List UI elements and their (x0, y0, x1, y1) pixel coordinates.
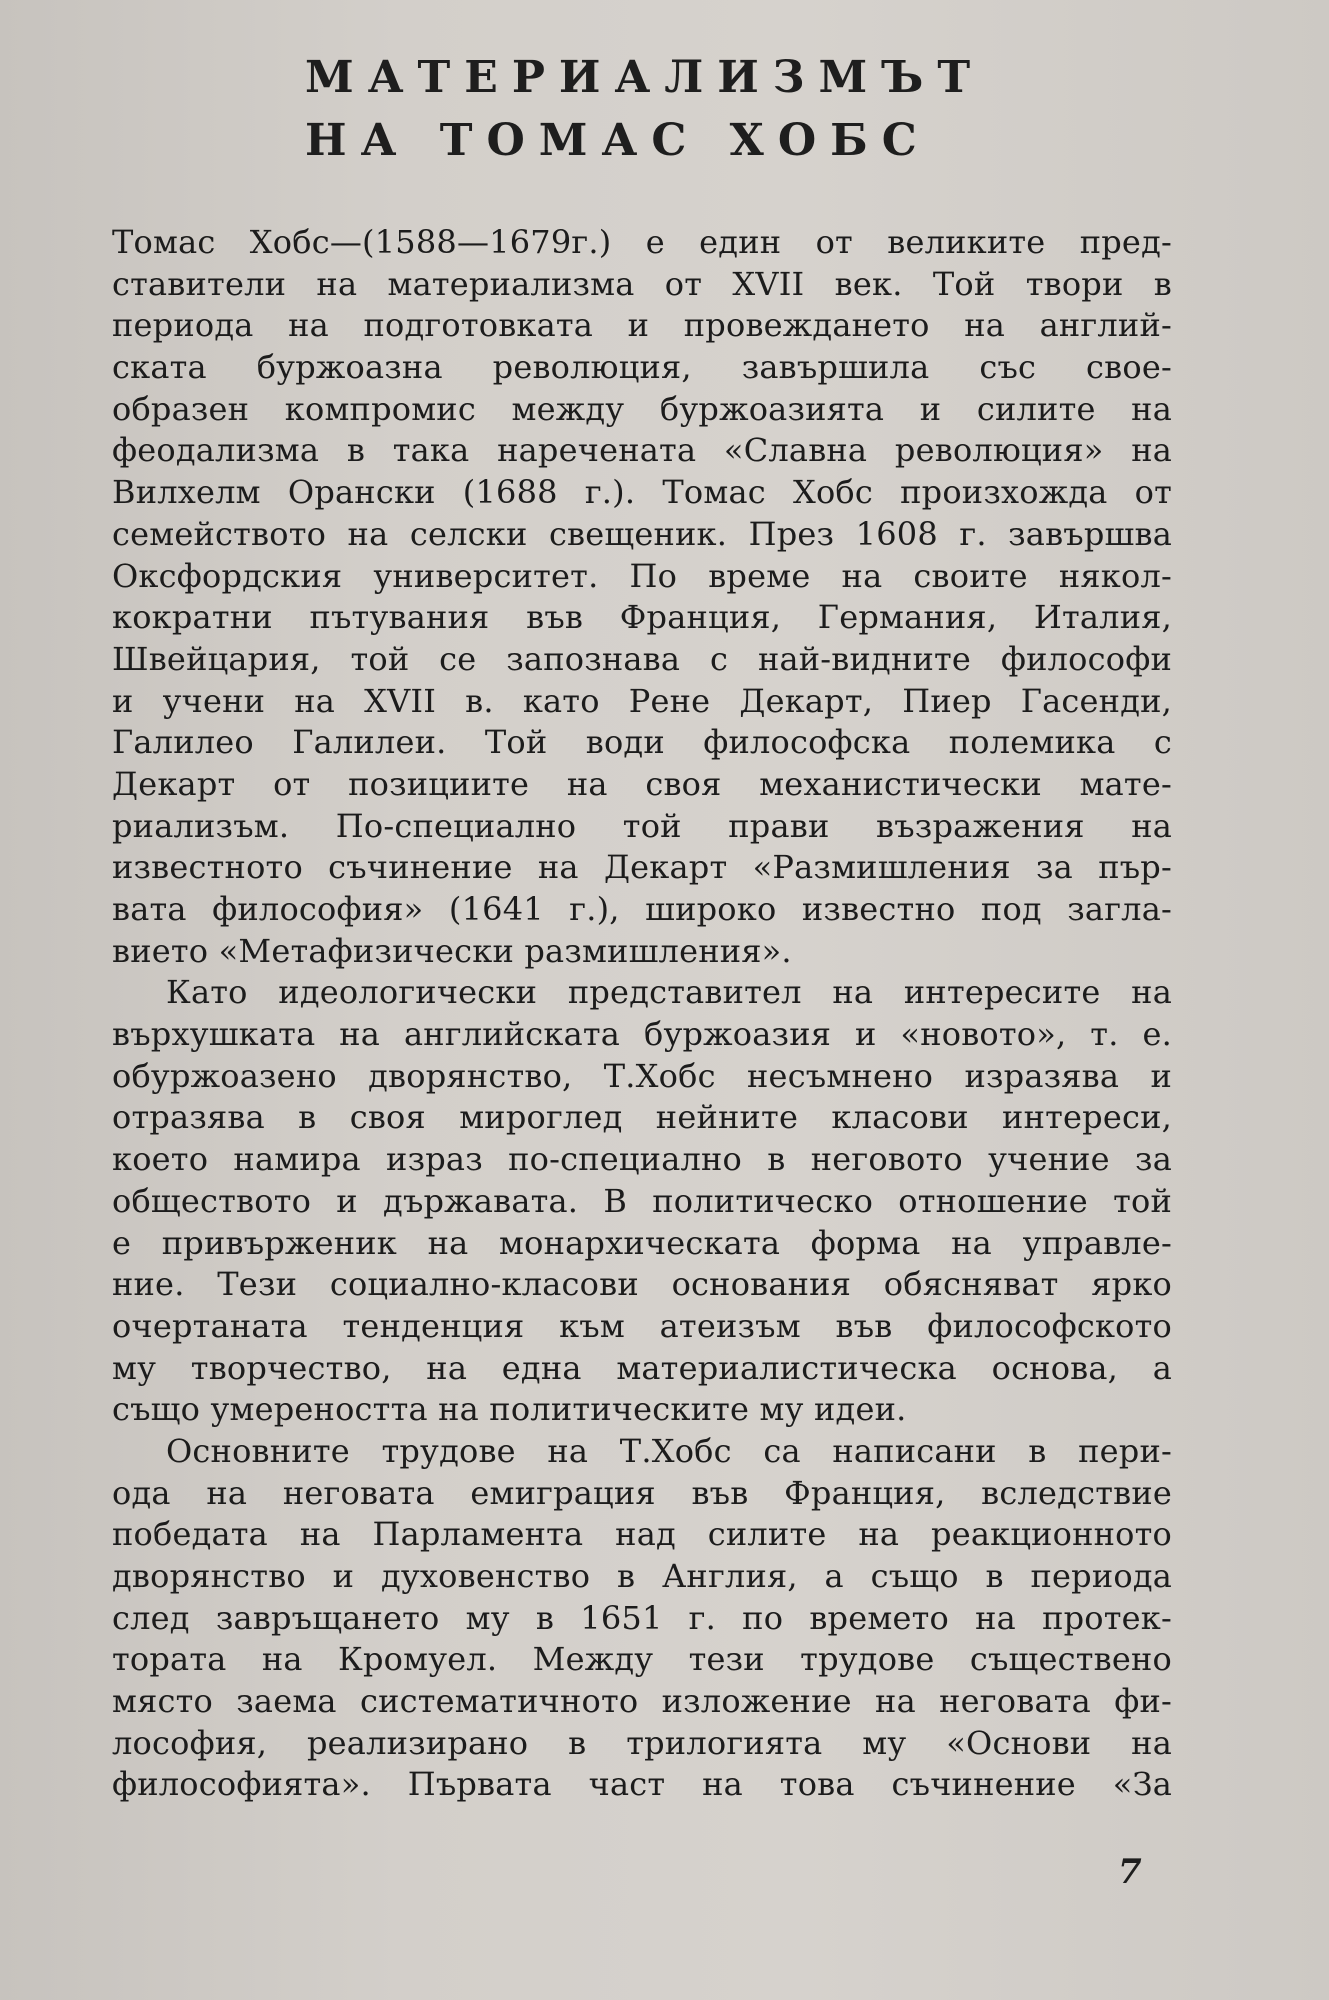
text-line: отразява в своя мироглед нейните класови интереси, (112, 1098, 1172, 1137)
text-line: Оксфордския университет. По време на своите някол- (112, 556, 1172, 595)
text-line: ставители на материализма от XVII век. Той твори в (112, 264, 1172, 303)
text-line: философията». Първата част на това съчинение «За (112, 1765, 1172, 1804)
paragraph-start-line: Като идеологически представител на интересите на (166, 973, 1172, 1012)
text-line: ската буржоазна революция, завършила със свое- (112, 348, 1172, 387)
text-line: тората на Кромуел. Между тези трудове съществено (112, 1640, 1172, 1679)
text-line: ода на неговата емиграция във Франция, вследствие (112, 1473, 1172, 1512)
text-line: върхушката на английската буржоазия и «новото», т. е. (112, 1015, 1172, 1054)
text-line: феодализма в така наречената «Славна революция» на (112, 431, 1172, 470)
text-line: победата на Парламента над силите на реакционното (112, 1515, 1172, 1554)
text-line: му творчество, на една материалистическа основа, а (112, 1348, 1172, 1387)
text-line: обществото и държавата. В политическо отношение той (112, 1181, 1172, 1220)
text-line: семейството на селски свещеник. През 1608 г. завършва (112, 514, 1172, 553)
text-line: Галилео Галилеи. Той води философска полемика с (112, 723, 1172, 762)
text-line: Вилхелм Орански (1688 г.). Томас Хобс произхожда от (112, 473, 1172, 512)
text-line: след завръщането му в 1651 г. по времето на протек- (112, 1598, 1172, 1637)
chapter-title-line-1: МАТЕРИАЛИЗМЪТ (305, 52, 985, 103)
text-line: ние. Тези социално-класови основания обясняват ярко (112, 1265, 1172, 1304)
page-number: 7 (1118, 1852, 1142, 1892)
text-line: място заема систематичното изложение на неговата фи- (112, 1682, 1172, 1721)
text-line: също умереността на политическите му идеи. (112, 1390, 907, 1429)
text-line: лософия, реализирано в трилогията му «Основи на (112, 1723, 1172, 1762)
text-line: вието «Метафизически размишления». (112, 931, 792, 970)
text-line: което намира израз по-специално в неговото учение за (112, 1140, 1172, 1179)
text-line: обуржоазено дворянство, Т.Хобс несъмнено изразява и (112, 1056, 1172, 1095)
text-line: е привърженик на монархическата форма на управле- (112, 1223, 1172, 1262)
chapter-title (305, 46, 984, 172)
text-line: и учени на XVII в. като Рене Декарт, Пиер Гасенди, (112, 681, 1172, 720)
text-line: образен компромис между буржоазията и силите на (112, 389, 1172, 428)
text-line: известното съчинение на Декарт «Размишления за пър- (112, 848, 1172, 887)
chapter-title-line-2: НА ТОМАС ХОБС (305, 115, 931, 166)
body-text (112, 222, 1172, 1806)
text-line: очертаната тенденция към атеизъм във философското (112, 1306, 1172, 1345)
text-line: дворянство и духовенство в Англия, а също в периода (112, 1557, 1172, 1595)
text-line: периода на подготовката и провеждането на англий- (112, 306, 1172, 345)
paragraph-start-line: Основните трудове на Т.Хобс са написани в пери- (166, 1431, 1172, 1470)
text-line: вата философия» (1641 г.), широко известно под загла- (112, 890, 1172, 928)
text-line: Томас Хобс—(1588—1679г.) е един от великите пред- (112, 223, 1172, 261)
text-line: Швейцария, той се запознава с най-видните философи (112, 639, 1172, 678)
text-line: Декарт от позициите на своя механистически мате- (112, 764, 1172, 803)
text-line: риализъм. По-специално той прави възражения на (112, 806, 1172, 845)
text-line: кократни пътувания във Франция, Германия, Италия, (112, 598, 1172, 637)
